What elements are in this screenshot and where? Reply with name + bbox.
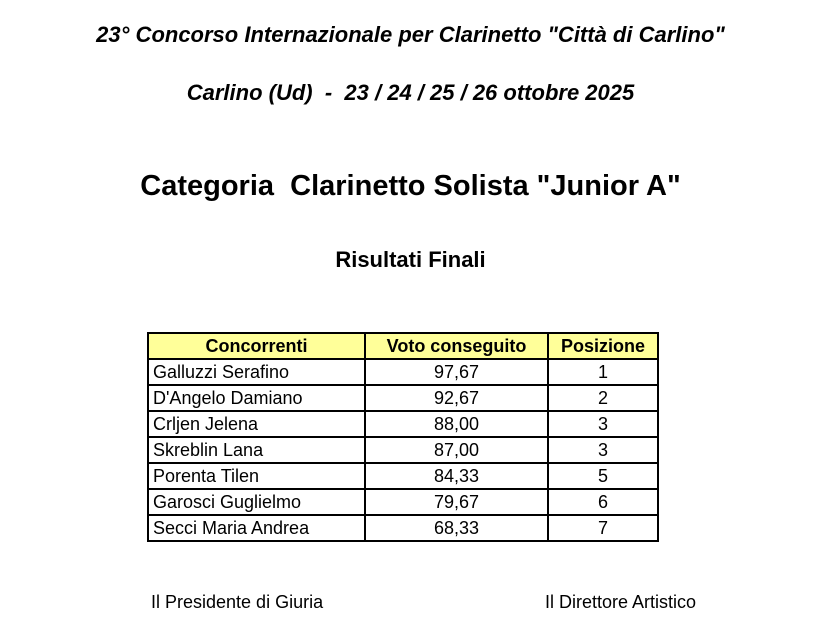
posizione-cell: 2 [548, 385, 658, 411]
posizione-cell: 7 [548, 515, 658, 541]
voto-cell: 88,00 [365, 411, 548, 437]
posizione-cell: 5 [548, 463, 658, 489]
column-header-concorrenti: Concorrenti [148, 333, 365, 359]
concorrente-cell: Porenta Tilen [148, 463, 365, 489]
voto-cell: 84,33 [365, 463, 548, 489]
voto-cell: 92,67 [365, 385, 548, 411]
table-row [148, 515, 658, 541]
voto-cell: 97,67 [365, 359, 548, 385]
results-table [147, 332, 659, 542]
table-header-row [148, 333, 658, 359]
posizione-cell: 1 [548, 359, 658, 385]
posizione-cell: 3 [548, 411, 658, 437]
table-row [148, 489, 658, 515]
table-row [148, 463, 658, 489]
voto-cell: 87,00 [365, 437, 548, 463]
column-header-posizione: Posizione [548, 333, 658, 359]
competition-title: 23° Concorso Internazionale per Clarinetto "Città di Carlino" [96, 22, 725, 47]
table-row [148, 359, 658, 385]
results-table-body [148, 359, 658, 541]
concorrente-cell: Crljen Jelena [148, 411, 365, 437]
table-row [148, 385, 658, 411]
posizione-cell: 6 [548, 489, 658, 515]
concorrente-cell: D'Angelo Damiano [148, 385, 365, 411]
event-date: Carlino (Ud) - 23 / 24 / 25 / 26 ottobre 2025 [186, 80, 635, 105]
concorrente-cell: Galluzzi Serafino [148, 359, 365, 385]
results-subtitle: Risultati Finali [335, 247, 486, 272]
voto-cell: 79,67 [365, 489, 548, 515]
category-title: Categoria Clarinetto Solista "Junior A" [140, 170, 681, 202]
table-row [148, 437, 658, 463]
voto-cell: 68,33 [365, 515, 548, 541]
president-signature-label: Il Presidente di Giuria [151, 592, 324, 612]
column-header-voto-conseguito: Voto conseguito [365, 333, 548, 359]
artistic-director-signature-label: Il Direttore Artistico [545, 592, 697, 612]
table-row [148, 411, 658, 437]
concorrente-cell: Skreblin Lana [148, 437, 365, 463]
concorrente-cell: Secci Maria Andrea [148, 515, 365, 541]
posizione-cell: 3 [548, 437, 658, 463]
concorrente-cell: Garosci Guglielmo [148, 489, 365, 515]
